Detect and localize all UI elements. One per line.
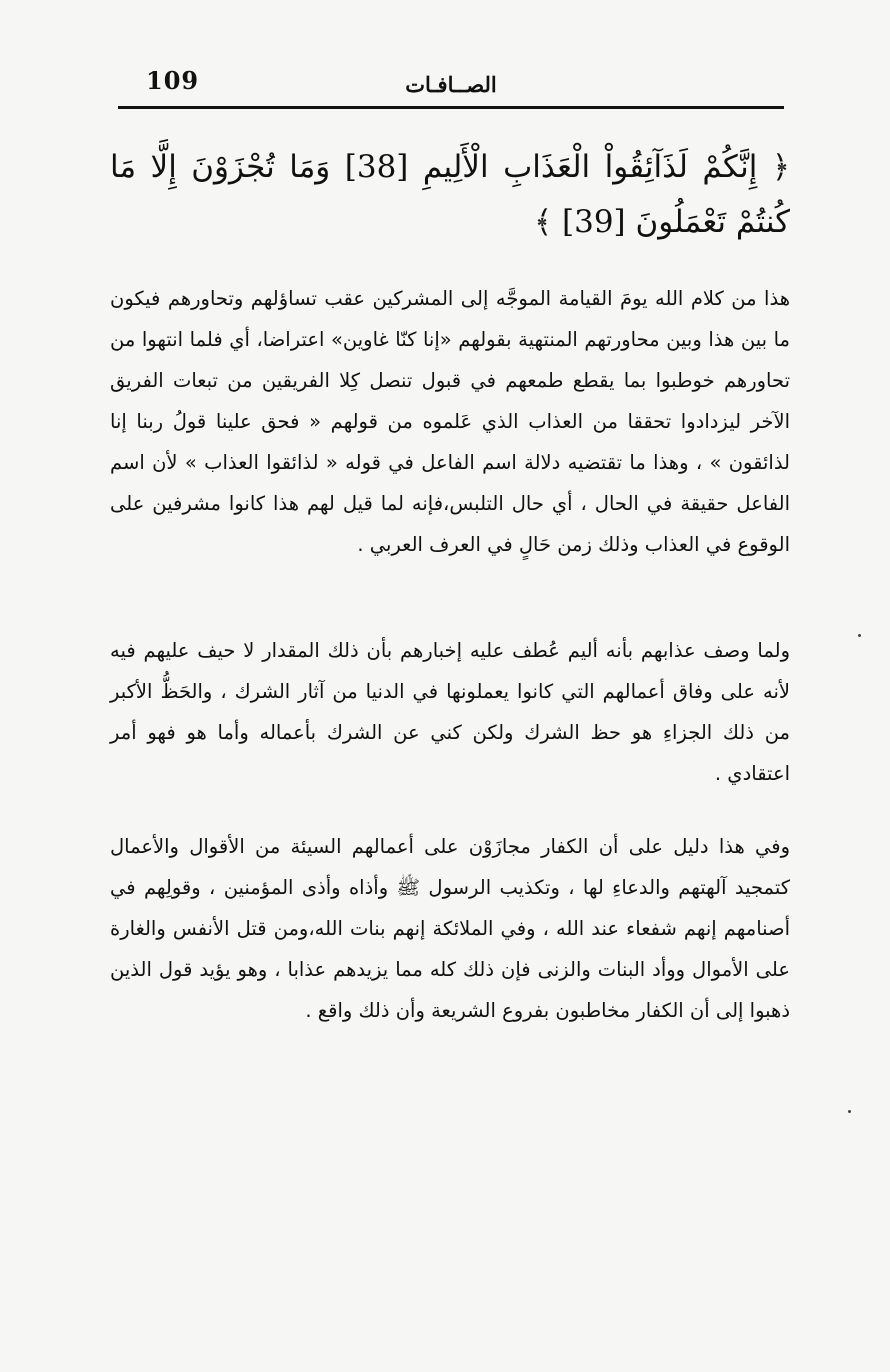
quran-verse: ﴿ إِنَّكُمْ لَذَآئِقُواْ الْعَذَابِ الْأَلِيمِ [38] وَمَا تُجْزَوْنَ إِلَّا مَا كُنتُمْ تَعْمَلُونَ [39] ﴾ [110, 149, 790, 240]
commentary-paragraph-1: هذا من كلام الله يومَ القيامة الموجَّه إلى المشركين عقب تساؤلهم وتحاورهم فيكون ما بين هذا وبين محاورتهم المنتهية بقولهم «إنا كنّا غاوين» اعتراضا، أي فلما انتهوا من تحاورهم خوطبوا بما يقطع طمعهم في قبول تنصل كِلا الفريقين من تبعات الفريق الآخر ليزدادوا تحققا من العذاب الذي عَلموه من قولهم « فحق علينا قولُ ربنا إنا لذائقون » ، وهذا ما تقتضيه دلالة اسم الفاعل في قوله « لذائقوا العذاب » لأن اسم الفاعل حقيقة في الحال ، أي حال التلبس،فإنه لما قيل لهم هذا كانوا مشرفين على الوقوع في العذاب وذلك زمن حَالٍ في العرف العربي . [110, 287, 790, 556]
scan-speck [858, 634, 861, 637]
commentary-paragraph-3: وفي هذا دليل على أن الكفار مجازَوْن على أعمالهم السيئة من الأقوال والأعمال كتمجيد آلهتهم والدعاءِ لها ، وتكذيب الرسول ﷺ وأذاه وأذى المؤمنين ، وقولِهم في أصنامهم إنهم شفعاء عند الله ، وفي الملائكة إنهم بنات الله،ومن قتل الأنفس والغارة على الأموال ووأد البنات والزنى فإن ذلك كله مما يزيدهم عذابا ، وهو يؤيد قول الذين ذهبوا إلى أن الكفار مخاطبون بفروع الشريعة وأن ذلك واقع . [110, 835, 790, 1022]
page-header [118, 62, 784, 102]
surah-title: الصــافـات [405, 72, 497, 97]
page-number: 109 [146, 66, 200, 95]
commentary-paragraph-2: ولما وصف عذابهم بأنه أليم عُطف عليه إخبارهم بأن ذلك المقدار لا حيف عليهم فيه لأنه على وفاق أعمالهم التي كانوا يعملونها في الدنيا من آثار الشرك ، والحَظُّ الأكبر من ذلك الجزاءِ هو حظ الشرك ولكن كني عن الشرك بأعماله وأما هو فهو أمر اعتقادي . [110, 639, 790, 785]
header-divider [118, 106, 784, 109]
scan-speck [848, 1110, 851, 1113]
